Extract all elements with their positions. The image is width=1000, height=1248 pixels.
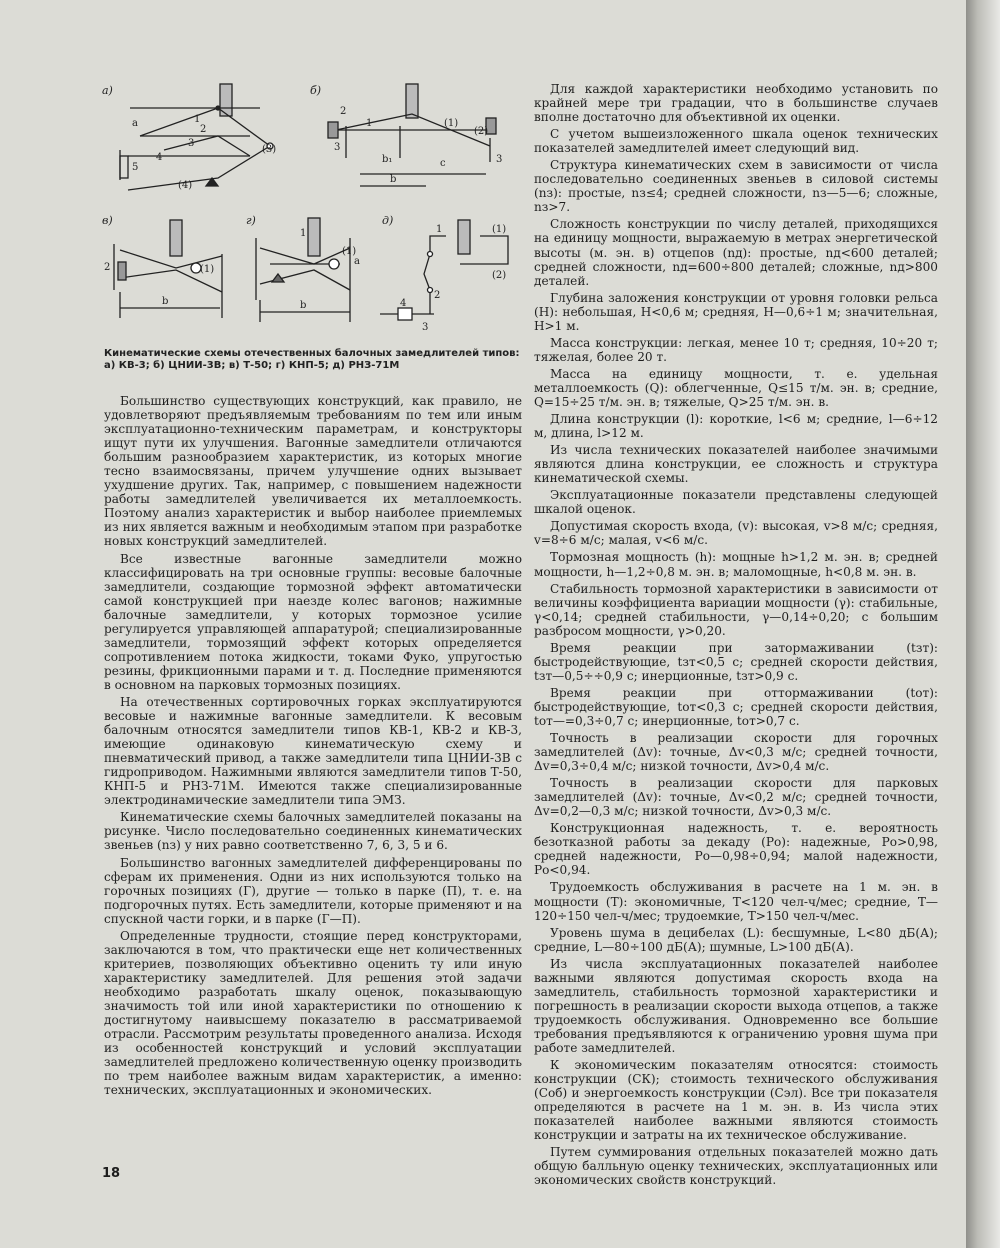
svg-text:1: 1	[194, 114, 201, 125]
svg-text:4: 4	[156, 152, 163, 163]
paragraph: Из числа эксплуатационных показателей наиболее важными являются допустимая скорость входа на замедлитель, стабильность тормозной характеристики и погрешность в реализации скорости выхода отцепов, а также трудоемкость обслуживания. Одновременно все большие требования предъявляются к ограничению уровня шума при работе замедлителей.	[534, 956, 938, 1055]
panel-label-a: а)	[102, 84, 113, 97]
paragraph: Эксплуатационные показатели представлены следующей шкалой оценок.	[534, 488, 938, 517]
svg-text:a: a	[354, 256, 360, 267]
paragraph: Точность в реализации скорости для парковых замедлителей (Δv): точные, Δv<0,2 м/с; средней точности, Δv=0,2—0,3 м/с; низкой точности, Δv>0,3 м/с.	[534, 776, 938, 819]
paragraph: Масса конструкции: легкая, менее 10 т; средняя, 10÷20 т; тяжелая, более 20 т.	[534, 335, 938, 364]
svg-text:3: 3	[496, 154, 503, 165]
svg-text:3: 3	[188, 138, 195, 149]
paragraph: Точность в реализации скорости для горочных замедлителей (Δv): точные, Δv<0,3 м/с; средней точности, Δv=0,3÷0,4 м/с; низкой точности, Δv>0,4 м/с.	[534, 731, 938, 774]
paragraph: Все известные вагонные замедлители можно классифицировать на три основные группы: весовые балочные замедлители, создающие тормозной эффект автоматически самой конструкцией при наезде колес вагонов; нажимные балочные замедлители, у которых тормозное усилие регулируется управляющей аппаратурой; специализированные замедлители, тормозящий эффект которых определяется сопротивлением потока жидкости, токами Фуко, упругостью резины, фрикционными парами и т. д. Последние применяются в основном на парковых тормозных позициях.	[104, 551, 522, 692]
figure-caption: Кинематические схемы отечественных балочных замедлителей типов: а) КВ-3; б) ЦНИИ-3В; в) Т-50; г) КНП-5; д) РНЗ-71М	[104, 348, 520, 371]
paragraph: Допустимая скорость входа, (v): высокая, v>8 м/с; средняя, v=8÷6 м/с; малая, v<6 м/с.	[534, 519, 938, 548]
svg-text:1: 1	[366, 118, 373, 129]
paragraph: Для каждой характеристики необходимо установить по крайней мере три градации, что в большинстве случаев вполне достаточно для объективной их оценки.	[534, 82, 938, 125]
paragraph: Сложность конструкции по числу деталей, приходящихся на единицу мощности, выражаемую в метрах энергетической высоты (м. эн. в) отцепов (nд): простые, nд<600 деталей; средней сложности, nд=600÷800 деталей; сложные, nд>800 деталей.	[534, 217, 938, 288]
paragraph: Конструкционная надежность, т. е. вероятность безотказной работы за декаду (Pо): надежные, Pо>0,98, средней надежности, Pо—0,98÷0,94; малой надежности, Pо<0,94.	[534, 821, 938, 878]
svg-text:(4): (4)	[178, 180, 193, 191]
paragraph: Кинематические схемы балочных замедлителей показаны на рисунке. Число последовательно соединенных кинематических звеньев (nз) у них равно соответственно 7, 6, 3, 5 и 6.	[104, 810, 522, 853]
left-column	[104, 394, 522, 1100]
paragraph: Из числа технических показателей наиболее значимыми являются длина конструкции, ее сложность и структура кинематической схемы.	[534, 443, 938, 486]
panel-label-g: г)	[246, 214, 256, 227]
svg-text:3: 3	[422, 322, 429, 333]
paragraph: На отечественных сортировочных горках эксплуатируются весовые и нажимные вагонные замедлители. К весовым балочным относятся замедлители типов КВ-1, КВ-2 и КВ-3, имеющие одинаковую кинематическую схему и пневматический привод, а также замедлители типа ЦНИИ-3В с гидроприводом. Нажимными являются замедлители типов Т-50, КНП-5 и РНЗ-71М. Имеются также специализированные электродинамические замедлители типа ЭМЗ.	[104, 694, 522, 808]
scheme-kv3	[120, 84, 273, 190]
svg-text:2: 2	[340, 106, 347, 117]
svg-text:5: 5	[132, 162, 139, 173]
paragraph: Большинство вагонных замедлителей дифференцированы по сферам их применения. Одни из них используются только на горочных позициях (Г), другие — только в парке (П), т. е. на подгорочных путях. Есть замедлители, которые применяют и на спускной части горки, и в парке (Г—П).	[104, 855, 522, 926]
svg-text:b₁: b₁	[382, 154, 393, 165]
svg-text:(1): (1)	[492, 224, 507, 235]
svg-text:b: b	[162, 296, 169, 307]
svg-text:(1): (1)	[200, 264, 215, 275]
panel-label-b: б)	[310, 84, 322, 97]
svg-text:(1): (1)	[342, 246, 357, 257]
page-binding-shadow	[966, 0, 1000, 1248]
paragraph: Длина конструкции (l): короткие, l<6 м; средние, l—6÷12 м, длина, l>12 м.	[534, 412, 938, 441]
svg-text:b: b	[390, 174, 397, 185]
svg-text:(1): (1)	[444, 118, 459, 129]
paragraph: Структура кинематических схем в зависимости от числа последовательно соединенных звеньев в силовой системы (nз): простые, nз≤4; средней сложности, nз—5—6; сложные, nз>7.	[534, 158, 938, 215]
svg-text:2: 2	[434, 290, 441, 301]
svg-text:1: 1	[436, 224, 443, 235]
svg-text:b: b	[300, 300, 307, 311]
paragraph: Определенные трудности, стоящие перед конструкторами, заключаются в том, что практически еще нет количественных критериев, позволяющих объективно оценить ту или иную характеристику замедлителей. Для решения этой задачи необходимо разработать шкалу оценок, показывающую значимость той или иной характеристики по отношению к достигнутому наивысшему показателю в рассматриваемой отрасли. Рассмотрим результаты проведенного анализа. Исходя из особенностей конструкций и условий эксплуатации замедлителей предложено количественную оценку производить по трем наиболее важным видам характеристик, а именно: технических, эксплуатационных и экономических.	[104, 928, 522, 1098]
svg-text:a: a	[132, 118, 138, 129]
svg-text:2: 2	[200, 124, 207, 135]
paragraph: Стабильность тормозной характеристики в зависимости от величины коэффициента вариации мощности (γ): стабильные, γ<0,14; средней стабильности, γ—0,14÷0,20; с большим разбросом мощности, γ>0,20.	[534, 581, 938, 638]
paragraph: Глубина заложения конструкции от уровня головки рельса (H): небольшая, H<0,6 м; средняя, H—0,6÷1 м; значительная, H>1 м.	[534, 290, 938, 333]
panel-label-v: в)	[102, 214, 113, 227]
paragraph: С учетом вышеизложенного шкала оценок технических показателей замедлителей имеет следующий вид.	[534, 127, 938, 156]
svg-text:4: 4	[400, 298, 407, 309]
paragraph: Время реакции при затормаживании (tзт): быстродействующие, tзт<0,5 с; средней скорости действия, tзт—0,5÷÷0,9 с; инерционные, tзт>0,9 с.	[534, 640, 938, 683]
paragraph: Большинство существующих конструкций, как правило, не удовлетворяют предъявляемым требованиям по тем или иным эксплуатационно-техническим параметрам, и конструкторы ищут пути их улучшения. Вагонные замедлители отличаются большим разнообразием характеристик, из которых многие тесно взаимосвязаны, причем улучшение одних вызывает ухудшение других. Так, например, с повышением надежности работы замедлителей увеличивается их металлоемкость. Поэтому анализ характеристик и выбор наиболее приемлемых из них является важным и необходимым этапом при разработке новых конструкций замедлителей.	[104, 394, 522, 549]
paragraph: Уровень шума в децибелах (L): бесшумные, L<80 дБ(А); средние, L—80÷100 дБ(А); шумные, L>100 дБ(А).	[534, 925, 938, 954]
svg-text:c: c	[440, 158, 446, 169]
paragraph: Тормозная мощность (h): мощные h>1,2 м. эн. в; средней мощности, h—1,2÷0,8 м. эн. в; маломощные, h<0,8 м. эн. в.	[534, 550, 938, 579]
svg-text:(2): (2)	[492, 270, 507, 281]
right-column	[534, 82, 938, 1190]
scheme-cnii3v	[328, 84, 496, 186]
svg-text:2: 2	[104, 262, 111, 273]
svg-text:1: 1	[300, 228, 307, 239]
svg-text:3: 3	[334, 142, 341, 153]
paragraph: К экономическим показателям относятся: стоимость конструкции (СК); стоимость технического обслуживания (Cоб) и энергоемкость конструкции (Cэл). Все три показателя определяются в расчете на 1 м. эн. в. Из числа этих показателей наиболее важными являются стоимость конструкции и затраты на их техническое обслуживание.	[534, 1058, 938, 1143]
paragraph: Масса на единицу мощности, т. е. удельная металлоемкость (Q): облегченные, Q≤15 т/м. эн. в; средние, Q=15÷25 т/м. эн. в; тяжелые, Q>25 т/м. эн. в.	[534, 366, 938, 409]
paragraph: Путем суммирования отдельных показателей можно дать общую балльную оценку технических, эксплуатационных или экономических свойств конструкций.	[534, 1145, 938, 1188]
paragraph: Трудоемкость обслуживания в расчете на 1 м. эн. в мощности (T): экономичные, T<120 чел-ч/мес; средние, T—120÷150 чел-ч/мес; трудоемкие, T>150 чел-ч/мес.	[534, 880, 938, 923]
svg-text:(3): (3)	[262, 144, 277, 155]
page-number: 18	[102, 1166, 121, 1181]
svg-text:(2): (2)	[474, 126, 489, 137]
paragraph: Время реакции при оттормаживании (tот): быстродействующие, tот<0,3 с; средней скорости действия, tот—=0,3÷0,7 с; инерционные, tот>0,7 с.	[534, 685, 938, 728]
panel-label-d: д)	[382, 214, 394, 227]
kinematic-schemes-figure	[100, 78, 520, 344]
